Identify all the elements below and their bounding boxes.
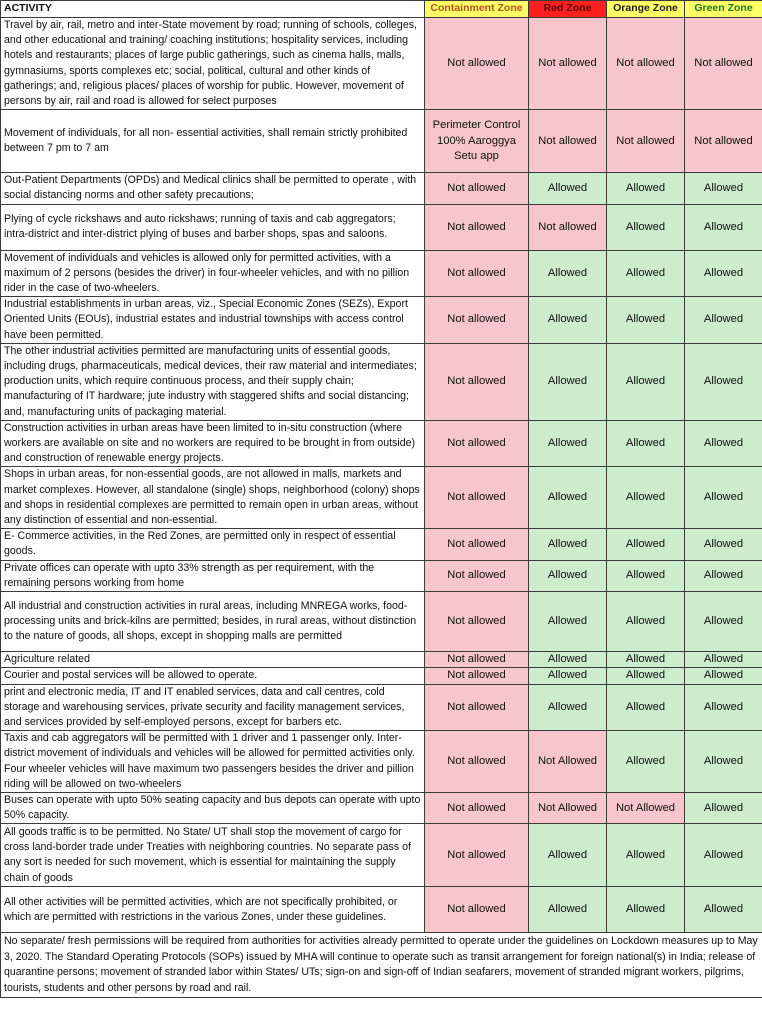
green-status-cell: Allowed [685,731,762,793]
orange-status-cell: Allowed [607,173,685,204]
header-row [1,1,762,18]
table-row [1,684,762,731]
orange-status-cell: Not allowed [607,18,685,110]
green-status-cell: Allowed [685,420,762,467]
orange-status-cell: Allowed [607,731,685,793]
orange-zone-header: Orange Zone [607,1,685,18]
containment-status-cell: Not allowed [425,250,529,297]
table-row [1,420,762,467]
red-status-cell: Not allowed [529,204,607,250]
red-status-cell: Allowed [529,467,607,529]
red-status-cell: Allowed [529,560,607,591]
activity-cell: Agriculture related [1,652,425,668]
activity-cell: Construction activities in urban areas have been limited to in-situ construction (where workers are available on site and no workers are required to be brought in from outside) and construction of renewable energy projects. [1,420,425,467]
green-status-cell: Allowed [685,824,762,887]
table-row [1,824,762,887]
green-status-cell: Allowed [685,592,762,652]
containment-status-cell: Not allowed [425,18,529,110]
table-row [1,250,762,297]
activity-cell: Movement of individuals and vehicles is allowed only for permitted activities, with a maximum of 2 persons (besides the driver) in four-wheeler vehicles, and with no pillion rider in the case of two-wheelers. [1,250,425,297]
footer-note: No separate/ fresh permissions will be required from authorities for activities already permitted to operate under the guidelines on Lockdown measures up to May 3, 2020. The Standard Operating Protocols (SOPs) issued by MHA will continue to operate such as transit arrangement for foreign national(s) in India; release of quarantine persons; movement of stranded labor within States/ UTs; sign-on and sign-off of Indian seafarers, movement of stranded migrant workers, pilgrims, tourists, students and other persons by road and rail. [1,933,762,998]
orange-status-cell: Allowed [607,824,685,887]
red-zone-header: Red Zone [529,1,607,18]
containment-status-cell: Not allowed [425,668,529,684]
containment-status-cell: Not allowed [425,592,529,652]
activity-header: ACTIVITY [1,1,425,18]
activity-cell: Plying of cycle rickshaws and auto rickshaws; running of taxis and cab aggregators; intra-district and inter-district plying of buses and barber shops, spas and saloons. [1,204,425,250]
table-row [1,297,762,344]
orange-status-cell: Allowed [607,297,685,344]
table-row [1,731,762,793]
table-row [1,652,762,668]
footer-row [1,933,762,998]
table-row [1,467,762,529]
red-status-cell: Not Allowed [529,792,607,823]
green-status-cell: Allowed [685,652,762,668]
containment-zone-header: Containment Zone [425,1,529,18]
containment-status-cell: Not allowed [425,731,529,793]
green-status-cell: Allowed [685,560,762,591]
red-status-cell: Allowed [529,668,607,684]
containment-status-cell: Not allowed [425,297,529,344]
red-status-cell: Not allowed [529,18,607,110]
orange-status-cell: Allowed [607,420,685,467]
red-status-cell: Allowed [529,652,607,668]
orange-status-cell: Not allowed [607,110,685,173]
activity-cell: E- Commerce activities, in the Red Zones, are permitted only in respect of essential goods. [1,529,425,560]
red-status-cell: Allowed [529,824,607,887]
green-status-cell: Allowed [685,529,762,560]
green-status-cell: Allowed [685,887,762,933]
orange-status-cell: Allowed [607,652,685,668]
green-status-cell: Allowed [685,684,762,731]
activity-cell: All goods traffic is to be permitted. No State/ UT shall stop the movement of cargo for cross land-border trade under Treaties with neighboring countries. No separate pass of any sort is needed for such movement, which is essential for maintaining the supply chain of goods [1,824,425,887]
activity-cell: Industrial establishments in urban areas, viz., Special Economic Zones (SEZs), Export Oriented Units (EOUs), industrial estates and industrial townships with access control have been permitted. [1,297,425,344]
orange-status-cell: Not Allowed [607,792,685,823]
red-status-cell: Allowed [529,297,607,344]
green-status-cell: Allowed [685,792,762,823]
orange-status-cell: Allowed [607,560,685,591]
table-row [1,792,762,823]
activity-cell: All other activities will be permitted activities, which are not specifically prohibited, or which are permitted with restrictions in the various Zones, under these guidelines. [1,887,425,933]
containment-status-cell: Not allowed [425,652,529,668]
table-row [1,560,762,591]
orange-status-cell: Allowed [607,467,685,529]
table-row [1,668,762,684]
containment-status-cell: Not allowed [425,343,529,420]
green-status-cell: Allowed [685,297,762,344]
orange-status-cell: Allowed [607,684,685,731]
activity-cell: print and electronic media, IT and IT enabled services, data and call centres, cold storage and warehousing services, private security and facility management services, and services provided by self-employed persons, except for barbers etc. [1,684,425,731]
table-row [1,110,762,173]
green-status-cell: Allowed [685,250,762,297]
table-row [1,887,762,933]
red-status-cell: Allowed [529,529,607,560]
containment-status-cell: Not allowed [425,792,529,823]
green-status-cell: Allowed [685,204,762,250]
red-status-cell: Allowed [529,592,607,652]
table-row [1,343,762,420]
containment-status-cell: Not allowed [425,529,529,560]
activity-cell: The other industrial activities permitted are manufacturing units of essential goods, including drugs, pharmaceuticals, medical devices, their raw material and intermediates; production units, which require continuous process, and their supply chain; manufacturing of IT hardware; jute industry with staggered shifts and social distancing; and, manufacturing units of packaging material. [1,343,425,420]
orange-status-cell: Allowed [607,250,685,297]
containment-status-cell: Not allowed [425,684,529,731]
orange-status-cell: Allowed [607,529,685,560]
containment-status-cell: Not allowed [425,204,529,250]
activity-cell: Travel by air, rail, metro and inter-State movement by road; running of schools, colleges, and other educational and training/ coaching institutions; hospitality services, including hotels and restaurants; places of large public gatherings, such as cinema halls, malls, gymnasiums, sports complexes etc; social, political, cultural and other kinds of gatherings; and, religious places/ places of worship for public. However, movement of persons by air, rail and road is allowed for select purposes [1,18,425,110]
activity-cell: All industrial and construction activities in rural areas, including MNREGA works, food-processing units and brick-kilns are permitted; besides, in rural areas, without distinction to the nature of goods, all shops, except in shopping malls are permitted [1,592,425,652]
red-status-cell: Allowed [529,887,607,933]
containment-status-cell: Not allowed [425,824,529,887]
green-status-cell: Not allowed [685,18,762,110]
activity-cell: Shops in urban areas, for non-essential goods, are not allowed in malls, markets and market complexes. However, all standalone (single) shops, neighborhood (colony) shops and shops in residential complexes are permitted to remain open in urban areas, without any distinction of essential and non-essential. [1,467,425,529]
red-status-cell: Allowed [529,343,607,420]
green-status-cell: Allowed [685,668,762,684]
containment-status-cell: Not allowed [425,887,529,933]
activity-cell: Taxis and cab aggregators will be permitted with 1 driver and 1 passenger only. Inter-district movement of individuals and vehicles will be allowed for permitted activities only. Four wheeler vehicles will have maximum two passengers besides the driver and pillion riding will be allowed on two-wheelers [1,731,425,793]
table-row [1,204,762,250]
activity-cell: Private offices can operate with upto 33% strength as per requirement, with the remaining persons working from home [1,560,425,591]
green-status-cell: Not allowed [685,110,762,173]
containment-status-cell: Not allowed [425,560,529,591]
orange-status-cell: Allowed [607,204,685,250]
table-row [1,173,762,204]
orange-status-cell: Allowed [607,887,685,933]
red-status-cell: Not allowed [529,110,607,173]
red-status-cell: Not Allowed [529,731,607,793]
activity-cell: Out-Patient Departments (OPDs) and Medical clinics shall be permitted to operate , with social distancing norms and other safety precautions; [1,173,425,204]
table-row [1,18,762,110]
activity-cell: Buses can operate with upto 50% seating capacity and bus depots can operate with upto 50% capacity. [1,792,425,823]
containment-status-cell: Perimeter Control 100% Aaroggya Setu app [425,110,529,173]
activity-cell: Courier and postal services will be allowed to operate. [1,668,425,684]
red-status-cell: Allowed [529,173,607,204]
containment-status-cell: Not allowed [425,467,529,529]
activity-cell: Movement of individuals, for all non- essential activities, shall remain strictly prohibited between 7 pm to 7 am [1,110,425,173]
red-status-cell: Allowed [529,250,607,297]
orange-status-cell: Allowed [607,592,685,652]
table-row [1,529,762,560]
green-zone-header: Green Zone [685,1,762,18]
green-status-cell: Allowed [685,173,762,204]
orange-status-cell: Allowed [607,343,685,420]
red-status-cell: Allowed [529,684,607,731]
containment-status-cell: Not allowed [425,420,529,467]
orange-status-cell: Allowed [607,668,685,684]
containment-status-cell: Not allowed [425,173,529,204]
red-status-cell: Allowed [529,420,607,467]
green-status-cell: Allowed [685,343,762,420]
green-status-cell: Allowed [685,467,762,529]
table-row [1,592,762,652]
